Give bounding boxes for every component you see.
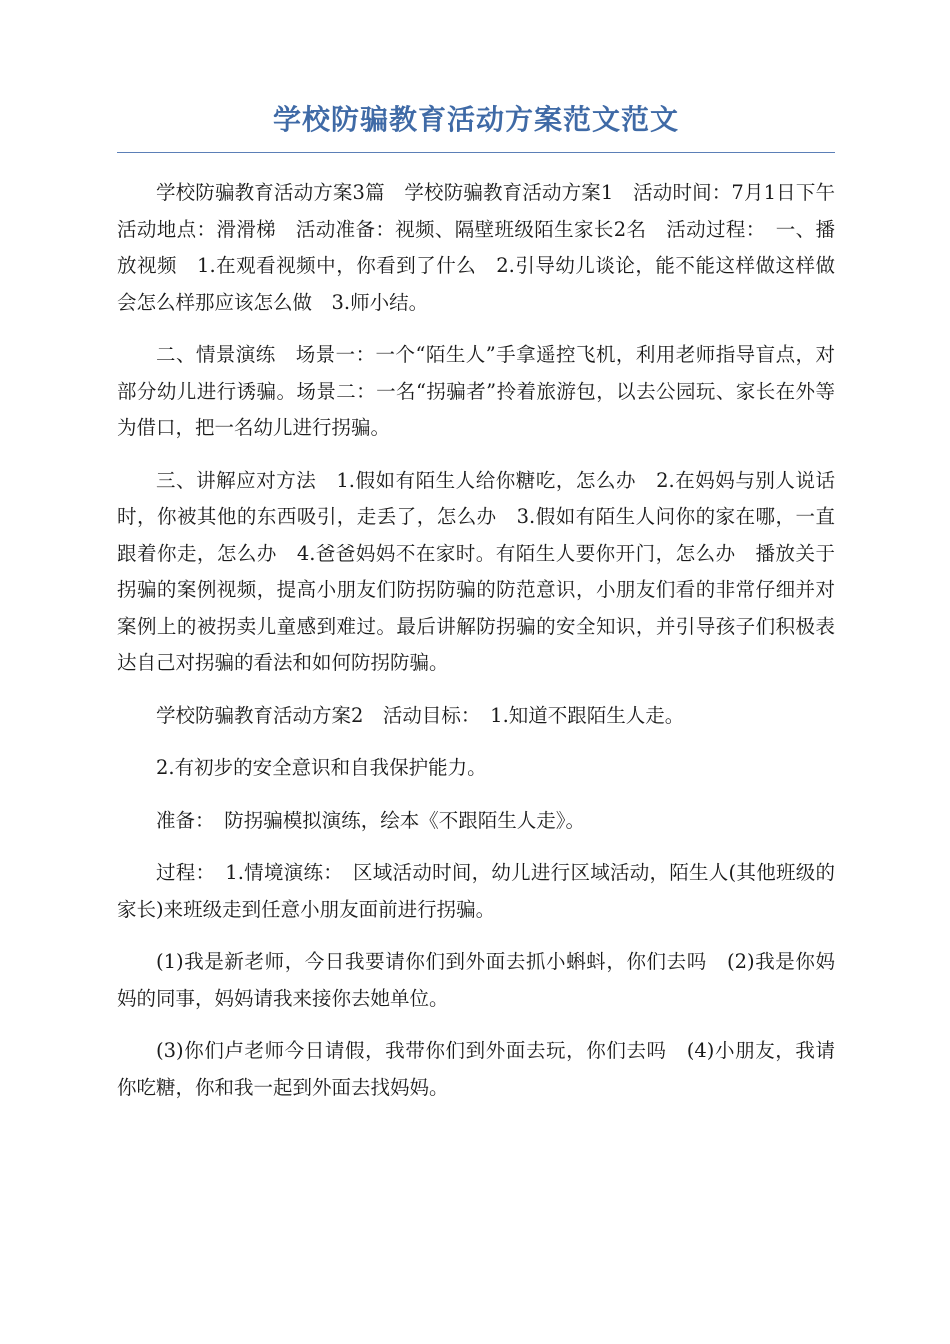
title-underline bbox=[117, 152, 835, 153]
paragraph-scenario-drill: 二、情景演练 场景一：一个“陌生人”手拿遥控飞机，利用老师指导盲点，对部分幼儿进行诱骗。场景二：一名“拐骗者”拎着旅游包，以去公园玩、家长在外等为借口，把一名幼儿进行拐骗。 bbox=[117, 343, 835, 439]
paragraph-process: 过程： 1.情境演练： 区域活动时间，幼儿进行区域活动，陌生人(其他班级的家长)来班级走到任意小朋友面前进行拐骗。 bbox=[117, 861, 835, 921]
paragraph-preparation: 准备： 防拐骗模拟演练，绘本《不跟陌生人走》。 bbox=[156, 808, 586, 832]
paragraph-lures-one-two: (1)我是新老师，今日我要请你们到外面去抓小蝌蚪，你们去吗 (2)我是你妈妈的同事，妈妈请我来接你去她单位。 bbox=[117, 950, 835, 1010]
paragraph-lures-three-four: (3)你们卢老师今日请假，我带你们到外面去玩，你们去吗 (4)小朋友，我请你吃糖，你和我一起到外面去找妈妈。 bbox=[117, 1039, 835, 1099]
document-title: 学校防骗教育活动方案范文范文 bbox=[272, 103, 679, 136]
paragraph-goal-two: 2.有初步的安全意识和自我保护能力。 bbox=[156, 756, 487, 779]
paragraph-response-methods: 三、讲解应对方法 1.假如有陌生人给你糖吃，怎么办 2.在妈妈与别人说话时，你被其他的东西吸引，走丢了，怎么办 3.假如有陌生人问你的家在哪，一直跟着你走，怎么办 4.爸爸妈妈不在家时。有陌生人要你开门，怎么办 播放关于拐骗的案例视频，提高小朋友们防拐防骗的防范意识，小朋友们看的非常仔细并对案例上的被拐卖儿童感到难过。最后讲解防拐骗的安全知识，并引导孩子们积极表达自己对拐骗的看法和如何防拐防骗。 bbox=[117, 468, 835, 674]
document-page bbox=[117, 100, 855, 1122]
paragraph-plan-two-goals: 学校防骗教育活动方案2 活动目标： 1.知道不跟陌生人走。 bbox=[156, 703, 685, 727]
paragraph-plan-overview: 学校防骗教育活动方案3篇 学校防骗教育活动方案1 活动时间：7月1日下午 活动地点：滑滑梯 活动准备：视频、隔壁班级陌生家长2名 活动过程： 一、播放视频 1.在观看视频中，你看到了什么 2.引导幼儿谈论，能不能这样做这样做会怎么样那应该怎么做 3.师小结。 bbox=[117, 181, 855, 314]
